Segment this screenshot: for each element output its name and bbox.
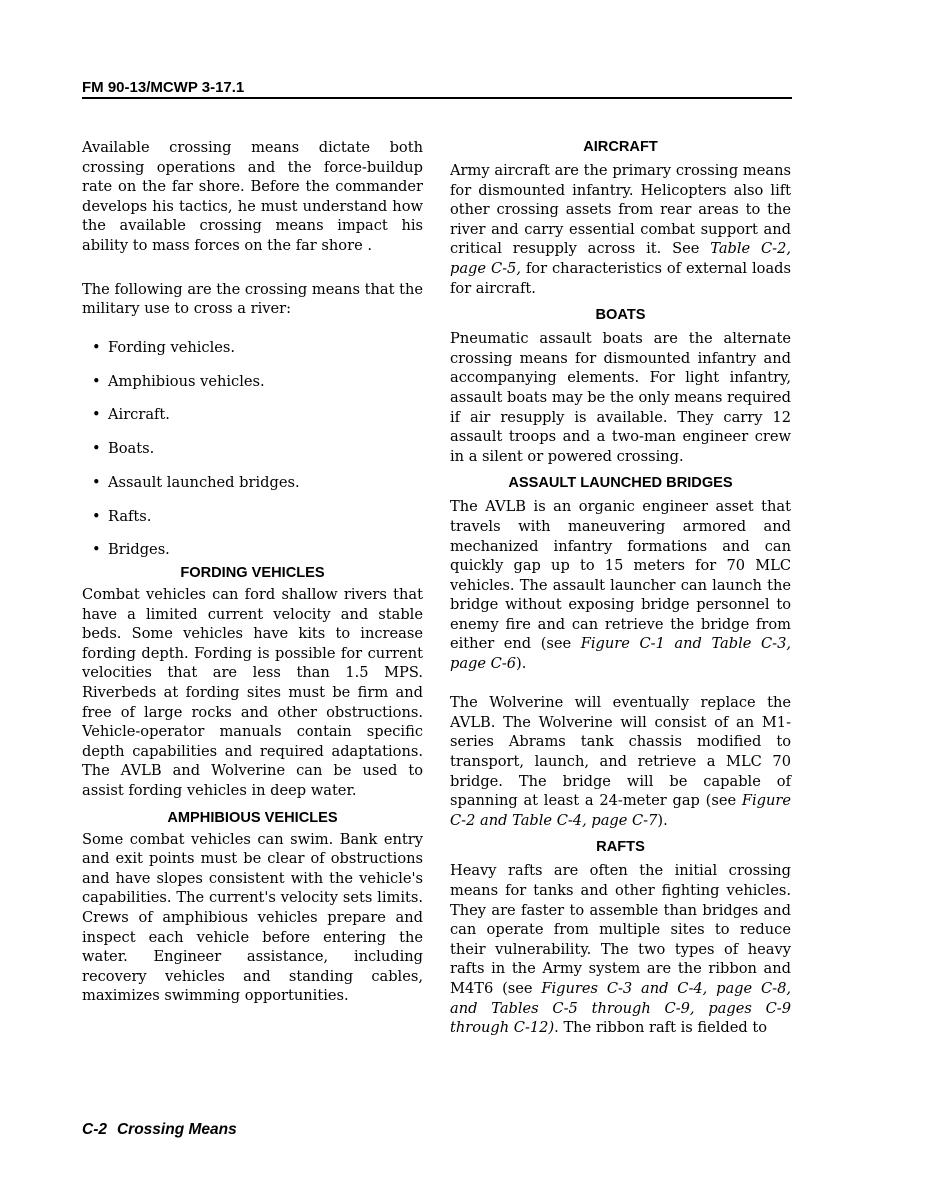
running-footer (82, 1121, 237, 1139)
list-item: • Fording vehicles. (92, 338, 236, 356)
cross-reference: Figures C-3 and C-4, page C-8, and Tables C-5 through C-9, pages C-9 through C-12) (450, 979, 792, 1037)
section-title: Crossing Means (116, 1121, 237, 1138)
section-heading-assault-launched-bridges: ASSAULT LAUNCHED BRIDGES (508, 475, 733, 492)
crossing-means-list (82, 338, 423, 560)
fording-paragraph: Combat vehicles can ford shallow rivers that have a limited current velocity and stable beds. Some vehicles have kits to increase fording depth. Fording is possible for current velocities that are less than 1.5 MPS. Riverbeds at fording sites must be firm and free of large rocks and other obstructions. Vehicle-operator manuals contain specific depth capabilities and required adaptations. The AVLB and Wolverine can be used to assist fording vehicles in deep water. (82, 586, 423, 799)
list-item: • Bridges. (92, 541, 170, 559)
aircraft-paragraph: Army aircraft are the primary crossing means for dismounted infantry. Helicopters also lift other crossing assets from rear areas to the river and carry essential combat support and critical resupply across it. See Table C-2, page C-5, for characteristics of external loads for aircraft. (450, 162, 792, 297)
boats-paragraph: Pneumatic assault boats are the alternate crossing means for dismounted infantry and accompanying elements. For light infantry, assault boats may be the only means required if air resupply is available. They carry 12 assault troops and a two-man engineer crew in a silent or powered crossing. (450, 330, 791, 465)
amphibious-paragraph: Some combat vehicles can swim. Bank entry and exit points must be clear of obstructions and have slopes consistent with the vehicle's capabilities. The current's velocity sets limits. Crews of amphibious vehicles prepare and inspect each vehicle before entering the water. Engineer assistance, including recovery vehicles and standing cables, maximizes swimming opportunities. (82, 830, 423, 1005)
alb-paragraph: The AVLB is an organic engineer asset that travels with maneuvering armored and mechanized infantry formations and can quickly gap up to 15 meters for 70 MLC vehicles. The assault launcher can launch the bridge without exposing bridge personnel to enemy fire and can retrieve the bridge from either end (see Figure C-1 and Table C-3, page C-6). (450, 498, 791, 673)
header-rule (82, 97, 792, 99)
cross-reference: Figure C-2 and Table C-4, page C-7 (450, 792, 791, 829)
list-item: • Aircraft. (92, 406, 170, 424)
list-item: • Assault launched bridges. (92, 473, 300, 491)
left-column (82, 138, 423, 1006)
running-header: FM 90-13/MCWP 3-17.1 (82, 79, 245, 96)
section-heading-boats: BOATS (595, 307, 646, 324)
list-item: • Rafts. (92, 507, 152, 525)
list-item: • Amphibious vehicles. (92, 372, 265, 390)
cross-reference: Table C-2, page C-5, (450, 240, 792, 277)
wolverine-paragraph: The Wolverine will eventually replace the AVLB. The Wolverine will consist of an M1-series Abrams tank chassis modified to transport, launch, and retrieve a MLC 70 bridge. The bridge will be capable of spanning at least a 24-meter gap (see Figure C-2 and Table C-4, page C-7). (450, 694, 791, 829)
section-heading-fording: FORDING VEHICLES (180, 565, 325, 582)
section-heading-aircraft: AIRCRAFT (583, 139, 658, 155)
right-column (450, 138, 791, 1038)
list-intro-paragraph: The following are the crossing means that the military use to cross a river: (82, 280, 423, 318)
section-heading-rafts: RAFTS (596, 839, 645, 856)
page-number: C-2 (82, 1121, 107, 1138)
section-heading-amphibious: AMPHIBIOUS VEHICLES (167, 809, 338, 826)
list-item: • Boats. (92, 440, 155, 458)
intro-paragraph: Available crossing means dictate both crossing operations and the force-buildup rate on the far shore. Before the commander develops his tactics, he must understand how the available crossing means impact his ability to mass forces on the far shore . (82, 139, 423, 254)
rafts-paragraph: Heavy rafts are often the initial crossing means for tanks and other fighting vehicles. They are faster to assemble than bridges and can operate from multiple sites to reduce their vulnerability. The two types of heavy rafts in the Army system are the ribbon and M4T6 (see Figures C-3 and C-4, page C-8, and Tables C-5 through C-9, pages C-9 through C-12). The ribbon raft is fielded to (450, 862, 792, 1037)
cross-reference: Figure C-1 and Table C-3, page C-6 (450, 635, 791, 673)
